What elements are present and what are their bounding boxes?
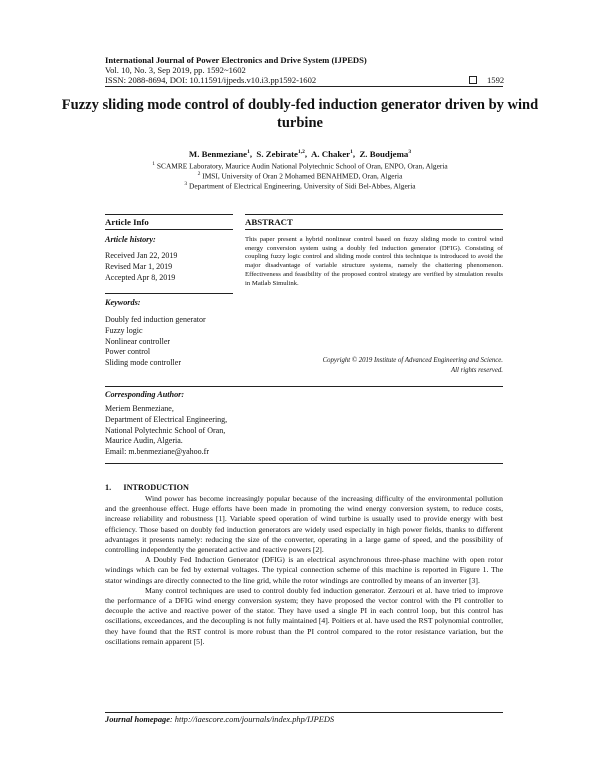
history-revised: Revised Mar 1, 2019 [105, 262, 173, 271]
copyright-line: All rights reserved. [450, 366, 503, 374]
keyword: Sliding mode controller [105, 358, 181, 368]
affiliation: $^3$ Department of Electrical Engineering, University of Sidi Bel-Abbes, Algeria [184, 181, 416, 191]
abstract-top-rule [245, 214, 503, 215]
author-list: M. Benmeziane$^1$, S. Zebirate$^{1,2}$, A. Chaker$^1$, Z. Boudjema$^3$ [188, 149, 412, 159]
corresponding-line: Maurice Audin, Algeria. [105, 436, 183, 446]
keyword: Doubly fed induction generator [105, 315, 206, 324]
paragraph: A Doubly Fed Induction Generator (DFIG) is an electrical asynchronous three-phase machine with open rotor windings which can be fed by external voltages. The typical connection scheme of this machine is reported in Figure 1. The stator windings are directly connected to the line grid, while the rotor windings are controlled by means of an inverter [3]. [105, 555, 503, 585]
copyright [245, 356, 503, 375]
keyword: Power control [105, 347, 151, 357]
author-sup: 1 [247, 149, 250, 156]
affiliation: $^1$ SCAMRE Laboratory, Maurice Audin National Polytechnic School of Oran, ENPO, Oran, Algeria [152, 161, 448, 171]
info-bottom-rule [105, 463, 503, 464]
corresponding-line: National Polytechnic School of Oran, [105, 425, 226, 435]
abstract-text: This paper present a hybrid nonlinear control based on fuzzy sliding mode to control wind energy conversion system using a doubly fed induction generator (DFIG). Consisting of coupling fuzzy logic control and sliding mode control this technique is introduced to avoid the major disadvantage of variable structure systems, namely the chattering phenomenon. Effectiveness and feasibility of the proposed control strategy are verified by simulation results in Matlab Simulink. [245, 236, 503, 287]
author-sup: 1,2 [297, 149, 305, 156]
keyword: Nonlinear controller [105, 336, 171, 346]
corresponding-details [105, 404, 227, 458]
abstract-rule [245, 229, 503, 230]
keywords-label: Keywords: [105, 298, 141, 307]
paragraph: Many control techniques are used to control doubly fed induction generator. Zerzouri et al. have tried to improve the performance of a DFIG wind energy conversion system; they have proposed the vector control with the PI controller to decouple the active and reactive power of the stator. They have used a single PI in each control loop, but this control has oscillations, exceedances, and the decoupling is not fully maintained [4]. Poitiers et al. have used the RST polynomial controller, they have found that the RST control is more robust than the PI control compared to the rotor resistance variation, but the oscillations remain apparent [5]. [105, 585, 503, 646]
info-rule [105, 293, 233, 294]
introduction-body [105, 494, 503, 647]
info-top-rule [105, 214, 233, 215]
history-accepted: Accepted Apr 8, 2019 [105, 273, 176, 282]
footer-rule [105, 712, 503, 713]
author-name: M. Benmeziane [188, 149, 248, 159]
corresponding-label: Corresponding Author: [105, 390, 185, 399]
header-rule [105, 86, 503, 87]
keyword: Fuzzy logic [105, 325, 143, 335]
author-sup: 1 [350, 149, 353, 156]
paper-title: Fuzzy sliding mode control of doubly-fed induction generator driven by wind turbine [61, 97, 539, 131]
author-sup: 3 [408, 149, 412, 156]
introduction-heading: 1. INTRODUCTION [105, 483, 189, 492]
affiliation: $^2$ IMSI, University of Oran 2 Mohamed BENAHMED, Oran, Algeria [197, 171, 403, 181]
history-received: Received Jan 22, 2019 [105, 251, 178, 260]
paragraph: Wind power has become increasingly popular because of the increasing difficulty of the environmental pollution and the greenhouse effect. Huge efforts have been made in promoting the wind energy conversion system, to reduce costs, increase reliability and robustness [1]. Variable speed operation of wind turbine is usually used to provide energy with best efficiency. Those based on doubly fed induction generators are widely used especially in high power fields, thanks to different advantages it presents namely: reducing the size of the converter, operating in a large game of speed, and the possibility of controlling independently the generated active and reactive powers [2]. [105, 494, 503, 555]
author-name: Z. Boudjema [359, 149, 409, 159]
corresponding-line: Department of Electrical Engineering, [105, 414, 228, 424]
info-rule [105, 229, 233, 230]
journal-volume: Vol. 10, No. 3, Sep 2019, pp. 1592~1602 [105, 65, 246, 75]
page-number: 1592 [487, 75, 505, 85]
author-name: A. Chaker [310, 149, 351, 159]
corresponding-email[interactable]: Email: m.benmeziane@yahoo.fr [105, 447, 209, 457]
corresponding-line: Meriem Benmeziane, [105, 404, 174, 413]
journal-issn: ISSN: 2088-8694, DOI: 10.11591/ijpeds.v10.i3.pp1592-1602 [105, 75, 317, 85]
author-name: S. Zebirate [256, 149, 298, 159]
keywords-list [105, 315, 206, 369]
journal-name: International Journal of Power Electronics and Drive System (IJPEDS) [105, 55, 367, 65]
history-label: Article history: [105, 235, 156, 244]
copyright-line: Copyright © 2019 Institute of Advanced Engineering and Science. [322, 357, 503, 364]
article-info-heading: Article Info [105, 217, 149, 227]
abstract-heading: ABSTRACT [245, 217, 293, 227]
info-rule [105, 386, 503, 387]
square-icon [469, 76, 477, 84]
journal-homepage[interactable]: Journal homepage: http://iaescore.com/journals/index.php/IJPEDS [105, 715, 335, 724]
